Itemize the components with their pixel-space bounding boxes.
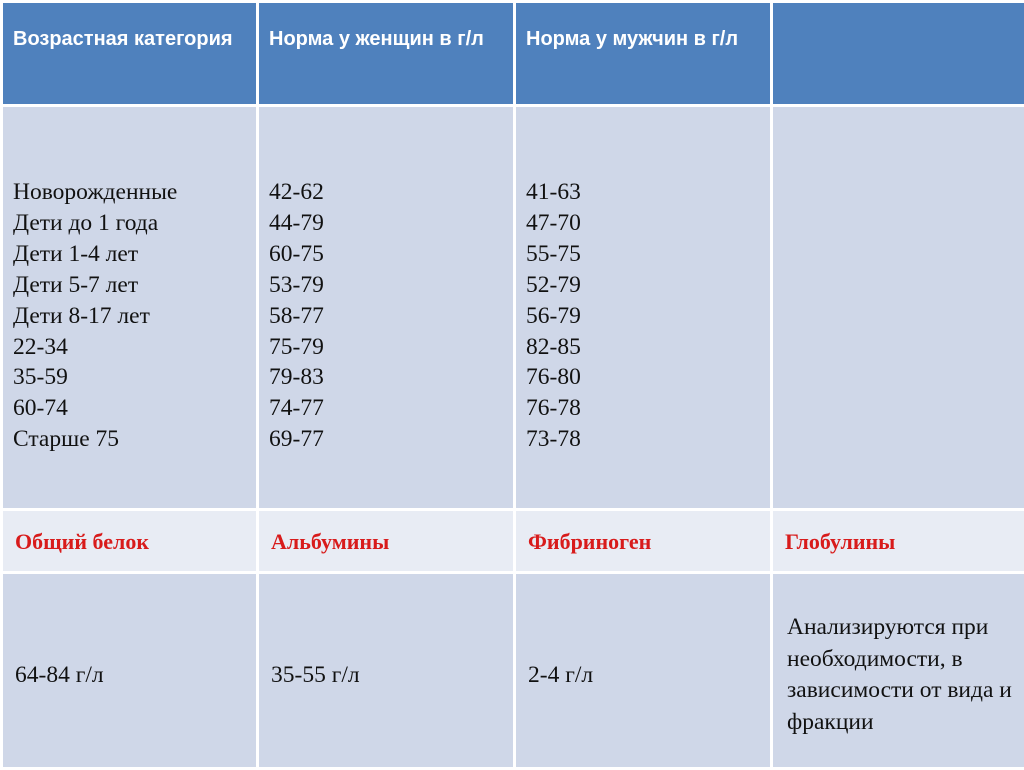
total-protein-value: 64-84 г/л [2, 573, 258, 769]
empty-cell [772, 106, 1024, 510]
header-women-norm: Норма у женщин в г/л [258, 2, 515, 106]
women-norm-value: 75-79 [269, 332, 503, 363]
age-item: 22-34 [13, 332, 246, 363]
men-norm-value: 82-85 [526, 332, 760, 363]
women-norm-list [258, 106, 515, 510]
age-item: Дети 8-17 лет [13, 301, 246, 332]
women-norm-value: 60-75 [269, 239, 503, 270]
fibrinogen-value: 2-4 г/л [515, 573, 772, 769]
albumins-value: 35-55 г/л [258, 573, 515, 769]
protein-values-row [2, 573, 1024, 769]
age-item: 35-59 [13, 362, 246, 393]
protein-header-row [2, 510, 1024, 573]
men-norm-value: 56-79 [526, 301, 760, 332]
men-norm-value: 76-78 [526, 393, 760, 424]
women-norm-value: 69-77 [269, 424, 503, 455]
age-item: 60-74 [13, 393, 246, 424]
men-norm-value: 73-78 [526, 424, 760, 455]
globulins-label: Глобулины [772, 510, 1024, 573]
women-norm-value: 79-83 [269, 362, 503, 393]
header-men-norm: Норма у мужчин в г/л [515, 2, 772, 106]
women-norm-value: 42-62 [269, 177, 503, 208]
men-norm-value: 47-70 [526, 208, 760, 239]
age-item: Старше 75 [13, 424, 246, 455]
women-norm-value: 58-77 [269, 301, 503, 332]
total-protein-label: Общий белок [2, 510, 258, 573]
age-item: Дети до 1 года [13, 208, 246, 239]
men-norm-value: 55-75 [526, 239, 760, 270]
men-norm-value: 52-79 [526, 270, 760, 301]
header-empty-cell [772, 2, 1024, 106]
men-norm-list [515, 106, 772, 510]
globulins-note: Анализируются при необходимости, в зависимости от вида и фракции [772, 573, 1024, 769]
age-item: Дети 5-7 лет [13, 270, 246, 301]
men-norm-value: 41-63 [526, 177, 760, 208]
men-norm-value: 76-80 [526, 362, 760, 393]
albumins-label: Альбумины [258, 510, 515, 573]
header-age-category: Возрастная категория [2, 2, 258, 106]
fibrinogen-label: Фибриноген [515, 510, 772, 573]
age-item: Новорожденные [13, 177, 246, 208]
table-header-row [2, 2, 1024, 106]
age-category-list [2, 106, 258, 510]
age-item: Дети 1-4 лет [13, 239, 246, 270]
women-norm-value: 53-79 [269, 270, 503, 301]
age-norms-row [2, 106, 1024, 510]
women-norm-value: 44-79 [269, 208, 503, 239]
women-norm-value: 74-77 [269, 393, 503, 424]
